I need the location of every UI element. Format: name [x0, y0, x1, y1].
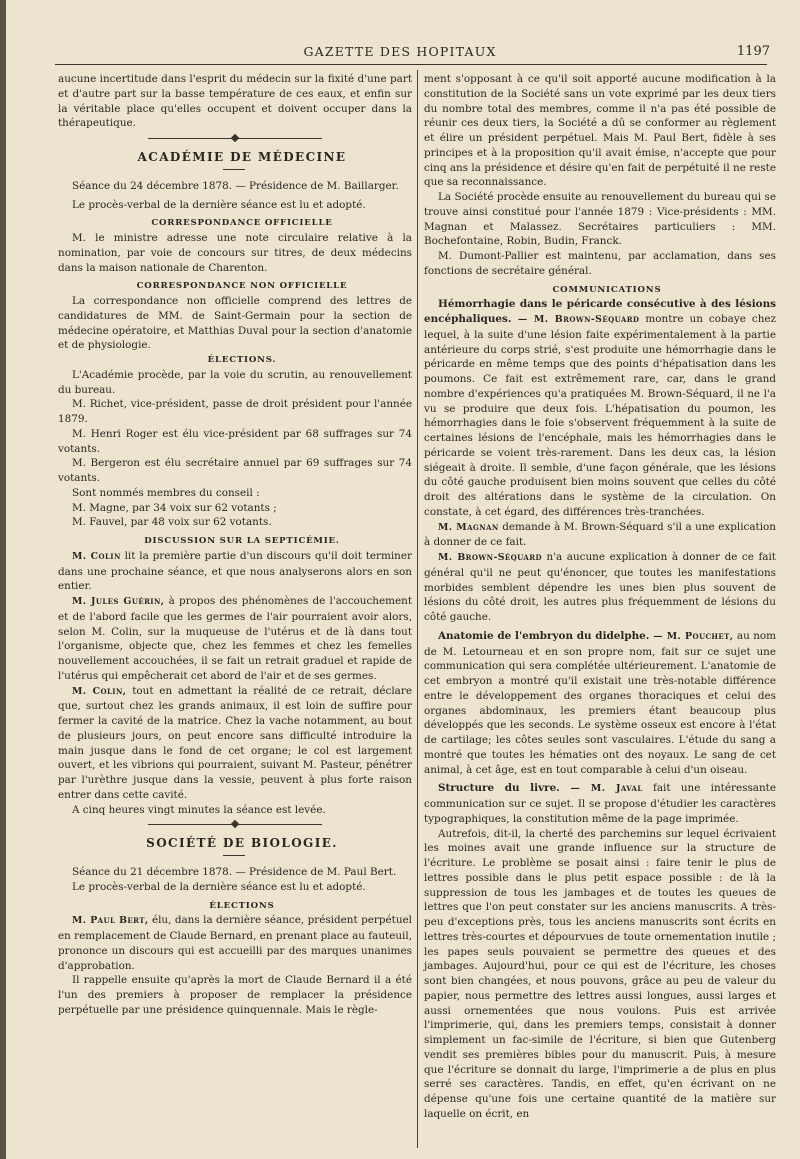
paragraph: M. Brown-Séquard n'a aucune explication à donner de ce fait général qu'il ne peut qu'énoncer, que toutes les manifestations morbides semblent dépendre les unes bien plus souvent de lésions du côté droit, les autres plus fréquemment de lésions du côté gauche. — [424, 551, 776, 623]
header-rule — [55, 64, 767, 65]
paragraph: M. Colin lit la première partie d'un discours qu'il doit terminer dans une prochaine séance, et que nous analyserons alors en son entier. — [58, 549, 412, 593]
paragraph: M. Colin, tout en admettant la réalité de ce retrait, déclare que, surtout chez les grands animaux, il est loin de suffire pour fermer la cavité de la matrice. Chez la vache notamment, au bout de plusieurs jours, on peut encore sans difficulté introduire la main jusque dans le fond de cet organe; le col est largement ouvert, et les vibrions qui pourraient, suivant M. Pasteur, pénétrer par l'urèthre jusque dans la vessie, peuvent à plus forte raison entrer dans cette cavité. — [58, 684, 412, 801]
section-separator — [58, 131, 412, 146]
subtitle-communications: COMMUNICATIONS — [552, 284, 662, 295]
subtitle-correspondance-non-officielle: CORRESPONDANCE NON OFFICIELLE — [136, 281, 348, 292]
speaker-name: M. Colin, — [72, 685, 127, 697]
paragraph: La Société procède ensuite au renouvellement du bureau qui se trouve ainsi constitué pour l'année 1879 : Vice-présidents : MM. Magnan et Malassez. Secrétaires particuliers : MM. Bochefontaine, Robin, Budin, Franck. — [424, 191, 776, 248]
paragraph: Il rappelle ensuite qu'après la mort de Claude Bernard il a été l'un des premiers à proposer de remplacer la présidence perpétuelle par une présidence quinquennale. Mais le règle- — [58, 974, 412, 1016]
article-heading: Anatomie de l'embryon du didelphe. — [438, 629, 650, 642]
paragraph: La correspondance non officielle comprend des lettres de candidatures de MM. de Saint-Germain pour la section de médecine opératoire, et Matthias Duval pour la section d'anatomie et de physiologie. — [58, 295, 412, 352]
speaker-name: — M. Javal — [559, 783, 643, 795]
paragraph: Sont nommés membres du conseil : — [72, 486, 260, 499]
speaker-name: — M. Pouchet, — [649, 630, 734, 642]
subtitle-elections: ÉLECTIONS. — [207, 355, 277, 365]
article-heading: Structure du livre. — [438, 782, 560, 795]
paragraph: M. Magne, par 34 voix sur 62 votants ; — [72, 501, 277, 514]
title-underline — [58, 851, 412, 861]
paragraph: M. Jules Guérin, à propos des phénomènes de l'accouchement et de l'abord facile que les germes de l'air pourraient avoir alors, selon M. Colin, sur la muqueuse de l'utérus et de là dans tout l'organisme, objecte que, chez les femmes et chez les femelles nouvellement accouchées, il se fait un retrait graduel et rapide de l'utérus qui empêcherait cet abord de l'air et de ses germes. — [58, 595, 413, 682]
paragraph: L'Académie procède, par la voie du scrutin, au renouvellement du bureau. — [58, 368, 412, 396]
paragraph: A cinq heures vingt minutes la séance est levée. — [72, 803, 326, 816]
paragraph: M. Paul Bert, élu, dans la dernière séance, président perpétuel en remplacement de Claude Bernard, en prenant place au fauteuil, prononce un discours qui est accueilli par des marques unanimes d'approbation. — [58, 914, 412, 972]
paragraph: Hémorrhagie dans le péricarde consécutive à des lésions encéphaliques. — M. Brown-Séquard montre un cobaye chez lequel, à la suite d'une lésion faite expérimentalement à la partie antérieure du corps strié, s'est produite une hémorrhagie dans le péricarde en même temps que des points d'hépatisation dans les poumons. Ce fait est extrêmement rare, car, dans le grand nombre d'expériences qu'a pratiquées M. Brown-Séquard, il ne l'a vu se produire que deux fois. L'hépatisation du poumon, les hémorrhagies dans le foie s'observent fréquemment à la suite de certaines lésions de l'encéphale, mais les hémorrhagies dans le péricarde se voient très-rarement. Dans les deux cas, la lésion siégeait à droite. Il semble, d'une façon générale, que les lésions du côté gauche produisent bien moins souvent que celles du côté droit des altérations dans le système de la circulation. On constate, à cet égard, des différences très-tranchées. — [424, 298, 777, 518]
right-column — [424, 72, 776, 1122]
paragraph: M. Bergeron est élu secrétaire annuel par 69 suffrages sur 74 votants. — [58, 457, 412, 484]
left-column — [58, 72, 412, 1018]
paragraph: M. Dumont-Pallier est maintenu, par acclamation, dans ses fonctions de secrétaire général. — [424, 250, 776, 277]
continuation-paragraph: ment s'opposant à ce qu'il soit apporté aucune modification à la constitution de la Société sans un vote exprimé par les deux tiers du nombre total des membres, comme il n'a pas été possible de réunir ces deux tiers, la Société a dû se conformer au règlement et élire un président perpétuel. Mais M. Paul Bert, fidèle à ses principes et à la proposition qu'il avait émise, n'accepte que pour cinq ans la présidence et désire qu'en fait de perpétuité il ne reste que sa reconnaissance. — [424, 73, 776, 189]
paragraph: M. Henri Roger est élu vice-président par 68 suffrages sur 74 votants. — [58, 427, 412, 455]
section-title-academie: ACADÉMIE DE MÉDECINE — [137, 150, 347, 164]
subtitle-discussion: DISCUSSION SUR LA SEPTICÉMIE. — [144, 536, 340, 546]
subtitle-elections: ÉLECTIONS — [209, 900, 275, 911]
paragraph: M. le ministre adresse une note circulaire relative à la nomination, par voie de concours sur titres, de deux médecins dans la maison nationale de Charenton. — [58, 232, 412, 274]
section-title-biologie: SOCIÉTÉ DE BIOLOGIE. — [146, 836, 338, 851]
article-heading: Hémorrhagie dans le péricarde consécutive à des lésions encéphaliques. — [424, 298, 776, 325]
seance-line: Séance du 24 décembre 1878. — Présidence de M. Baillarger. — [72, 179, 399, 192]
intro-paragraph: aucune incertitude dans l'esprit du médecin sur la fixité d'une part et d'autre part sur la basse température de ces eaux, et enfin sur la véritable place qu'elles occupent et doivent occuper dans la thérapeutique. — [58, 73, 412, 130]
speaker-name: M. Colin — [72, 550, 121, 562]
paragraph: Autrefois, dit-il, la cherté des parchemins sur lequel écrivaient les moines avait une grande influence sur la structure de l'écriture. Le problème se posait ainsi : faire tenir le plus de lettres possible dans le plus petit espace possible : de là la suppression de tous les jambages et de toutes les queues de lettres que l'on peut constater sur les anciens manuscrits. A très-peu d'exceptions près, tous les anciens manuscrits sont écrits en lettres très-courtes et dépourvues de toute ornementation inutile ; les papes seuls pouvaient se permettre des queues et des jambages. Aujourd'hui, pour ce qui est de l'écriture, les choses sont bien changées, et nous pouvons, grâce au peu de valeur du papier, nous permettre des lettres aussi longues, aussi larges et aussi ornementées que nous voulons. Puis est arrivée l'imprimerie, qui, dans les premiers temps, consistait à donner simplement un fac-simile de l'écriture, si bien que Gutenberg vendit ses premières bibles pour du manuscrit. Puis, à mesure que l'écriture se donnait du large, l'imprimerie a de plus en plus serré ses caractères. Tandis, en effet, qu'en écrivant on ne dépense qu'une fois une certaine quantité de la matière sur laquelle on écrit, en — [424, 827, 776, 1120]
proces-verbal: Le procès-verbal de la dernière séance est lu et adopté. — [72, 880, 366, 893]
speaker-name: M. Paul Bert, — [72, 915, 149, 927]
title-underline — [58, 165, 412, 175]
seance-line: Séance du 21 décembre 1878. — Présidence de M. Paul Bert. — [72, 866, 397, 878]
paragraph: M. Fauvel, par 48 voix sur 62 votants. — [72, 516, 272, 529]
speaker-name: — M. Brown-Séquard — [511, 314, 640, 325]
page-header — [30, 44, 770, 60]
page-binding-edge — [0, 0, 6, 1159]
paragraph: Structure du livre. — M. Javal fait une intéressante communication sur ce sujet. Il se propose d'étudier les caractères typographiques, la constitution même de la page imprimée. — [424, 782, 776, 825]
speaker-name: M. Jules Guérin, — [72, 596, 165, 607]
page-number: 1197 — [736, 44, 770, 59]
column-divider — [417, 70, 418, 1148]
speaker-name: M. Magnan — [438, 521, 499, 533]
subtitle-correspondance-officielle: CORRESPONDANCE OFFICIELLE — [151, 218, 333, 229]
speaker-name: M. Brown-Séquard — [438, 552, 542, 563]
paragraph: Anatomie de l'embryon du didelphe. — M. Pouchet, au nom de M. Letourneau et en son propre nom, fait sur ce sujet une communication qui sera complétée ultérieurement. L'anatomie de cet embryon a montré qu'il existait une très-notable différence entre le développement des organes thoraciques et celui des organes abdominaux, les premiers étant beaucoup plus développés que les seconds. Le système osseux est encore à l'état de cartilage; les côtes seules sont vasculaires. L'étude du sang a montré que toutes les hématies ont des noyaux. Le sang de cet animal, à cet âge, est en tout comparable à celui d'un oiseau. — [424, 629, 777, 776]
journal-title: GAZETTE DES HOPITAUX — [303, 44, 497, 59]
section-separator — [58, 817, 412, 832]
paragraph: M. Magnan demande à M. Brown-Séquard s'il a une explication à donner de ce fait. — [424, 520, 776, 549]
paragraph: M. Richet, vice-président, passe de droit président pour l'année 1879. — [58, 398, 412, 425]
proces-verbal: Le procès-verbal de la dernière séance est lu et adopté. — [72, 198, 366, 211]
